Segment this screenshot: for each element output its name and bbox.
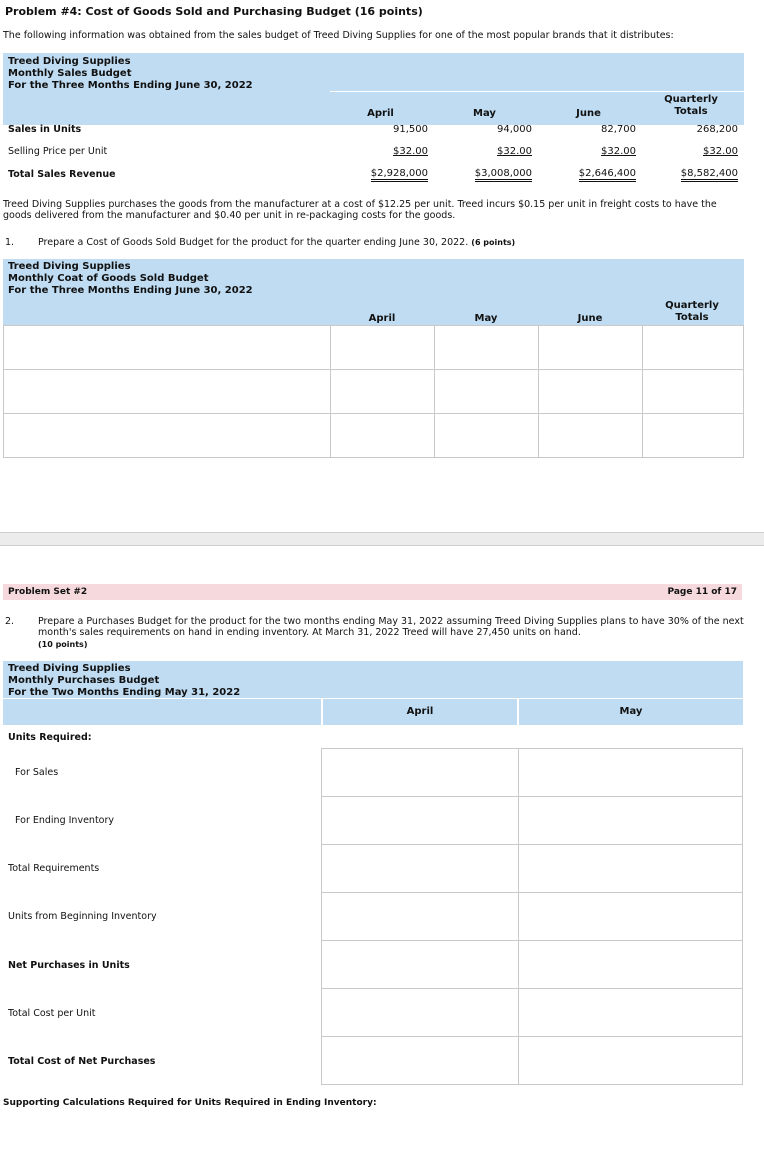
col-quarterly: Quarterly Totals <box>664 94 718 117</box>
cell-value: $32.00 <box>497 146 532 157</box>
answer-cell[interactable] <box>322 797 519 845</box>
purchases-answer-grid <box>321 748 743 1085</box>
row-label-for-sales: For Sales <box>15 767 59 778</box>
answer-cell[interactable] <box>435 370 539 414</box>
answer-cell[interactable] <box>322 893 519 941</box>
budget-period: For the Three Months Ending June 30, 2022 <box>8 80 253 91</box>
cell-value: $8,582,400 <box>681 168 738 182</box>
answer-cell[interactable] <box>322 749 519 797</box>
row-label-total-cost: Total Cost of Net Purchases <box>8 1056 156 1067</box>
q2-text: Prepare a Purchases Budget for the product for the two months ending May 31, 2022 assuming Treed Diving Supplies plans to have 30% of the next month's sales requirements on hand in ending inventory. At March 31, 2022 Treed will have 27,450 units on hand. <box>38 616 744 638</box>
answer-cell[interactable] <box>519 893 743 941</box>
cost-info-text: Treed Diving Supplies purchases the goods from the manufacturer at a cost of $12.25 per unit. Treed incurs $0.15 per unit in freight costs to have the goods delivered from the manufacturer and $0.40 per unit in re-packaging costs for the goods. <box>3 199 717 221</box>
answer-cell[interactable] <box>331 414 435 458</box>
problem-set-label: Problem Set #2 <box>8 587 88 597</box>
cell-value: $3,008,000 <box>475 168 532 182</box>
row-label-beginning-inventory: Units from Beginning Inventory <box>8 911 157 922</box>
budget-name: Monthly Purchases Budget <box>8 675 160 686</box>
answer-cell[interactable] <box>519 749 743 797</box>
cogs-budget-header <box>3 259 744 325</box>
budget-period: For the Two Months Ending May 31, 2022 <box>8 687 241 698</box>
answer-cell[interactable] <box>643 326 744 370</box>
answer-cell[interactable] <box>322 845 519 893</box>
row-label-price: Selling Price per Unit <box>8 146 108 157</box>
company-name: Treed Diving Supplies <box>8 663 131 674</box>
col-may: May <box>619 706 643 717</box>
col-april: April <box>406 706 434 717</box>
answer-cell[interactable] <box>643 370 744 414</box>
cogs-answer-grid <box>3 325 744 458</box>
col-may: May <box>473 108 496 119</box>
answer-cell[interactable] <box>331 326 435 370</box>
cell-value: $32.00 <box>601 146 636 157</box>
answer-cell[interactable] <box>519 941 743 989</box>
intro-text: The following information was obtained from the sales budget of Treed Diving Supplies for one of the most popular brands that it distributes: <box>3 30 674 41</box>
cell-value: 91,500 <box>393 124 428 135</box>
answer-cell[interactable] <box>435 326 539 370</box>
row-label-sales-units: Sales in Units <box>8 124 82 135</box>
company-name: Treed Diving Supplies <box>8 56 131 67</box>
col-june: June <box>577 313 603 324</box>
q1-text: Prepare a Cost of Goods Sold Budget for the product for the quarter ending June 30, 2022. (6 points) <box>38 237 516 248</box>
answer-cell[interactable] <box>322 1037 519 1085</box>
answer-cell[interactable] <box>322 989 519 1037</box>
page-number: Page 11 of 17 <box>667 587 737 597</box>
answer-cell[interactable] <box>4 326 331 370</box>
cell-value: $32.00 <box>393 146 428 157</box>
q1-number: 1. <box>5 237 15 248</box>
budget-period: For the Three Months Ending June 30, 2022 <box>8 285 253 296</box>
answer-cell[interactable] <box>519 1037 743 1085</box>
answer-cell[interactable] <box>322 941 519 989</box>
col-april: April <box>368 313 396 324</box>
answer-cell[interactable] <box>519 989 743 1037</box>
answer-cell[interactable] <box>519 845 743 893</box>
budget-name: Monthly Coat of Goods Sold Budget <box>8 273 209 284</box>
budget-name: Monthly Sales Budget <box>8 68 132 79</box>
cell-value: $2,646,400 <box>579 168 636 182</box>
cell-value: 268,200 <box>696 124 738 135</box>
col-may: May <box>474 313 498 324</box>
answer-cell[interactable] <box>435 414 539 458</box>
q2-number: 2. <box>5 616 15 627</box>
answer-cell[interactable] <box>519 797 743 845</box>
answer-cell[interactable] <box>331 370 435 414</box>
answer-cell[interactable] <box>539 326 643 370</box>
cell-value: $2,928,000 <box>371 168 428 182</box>
col-june: June <box>576 108 601 119</box>
purchases-budget-header <box>3 661 743 725</box>
page-footer-bar <box>3 584 742 600</box>
problem-title: Problem #4: Cost of Goods Sold and Purchasing Budget (16 points) <box>5 5 423 18</box>
sales-budget-header <box>3 53 744 125</box>
company-name: Treed Diving Supplies <box>8 261 131 272</box>
row-label-net-purchases: Net Purchases in Units <box>8 960 130 971</box>
supporting-calculations-label: Supporting Calculations Required for Units Required in Ending Inventory: <box>3 1098 377 1108</box>
answer-cell[interactable] <box>643 414 744 458</box>
col-quarterly: Quarterly Totals <box>665 300 719 323</box>
answer-cell[interactable] <box>539 370 643 414</box>
answer-cell[interactable] <box>4 370 331 414</box>
q1-points: (6 points) <box>471 238 516 247</box>
cell-value: 94,000 <box>497 124 532 135</box>
row-label-total-requirements: Total Requirements <box>8 863 100 874</box>
cell-value: 82,700 <box>601 124 636 135</box>
row-label-cost-per-unit: Total Cost per Unit <box>8 1008 96 1019</box>
row-label-revenue: Total Sales Revenue <box>8 169 116 180</box>
answer-cell[interactable] <box>539 414 643 458</box>
page-separator <box>0 532 764 546</box>
units-required-label: Units Required: <box>8 732 92 743</box>
row-label-for-ending-inventory: For Ending Inventory <box>15 815 115 826</box>
answer-cell[interactable] <box>4 414 331 458</box>
cell-value: $32.00 <box>703 146 738 157</box>
q2-points: (10 points) <box>38 640 88 649</box>
col-april: April <box>367 108 394 119</box>
